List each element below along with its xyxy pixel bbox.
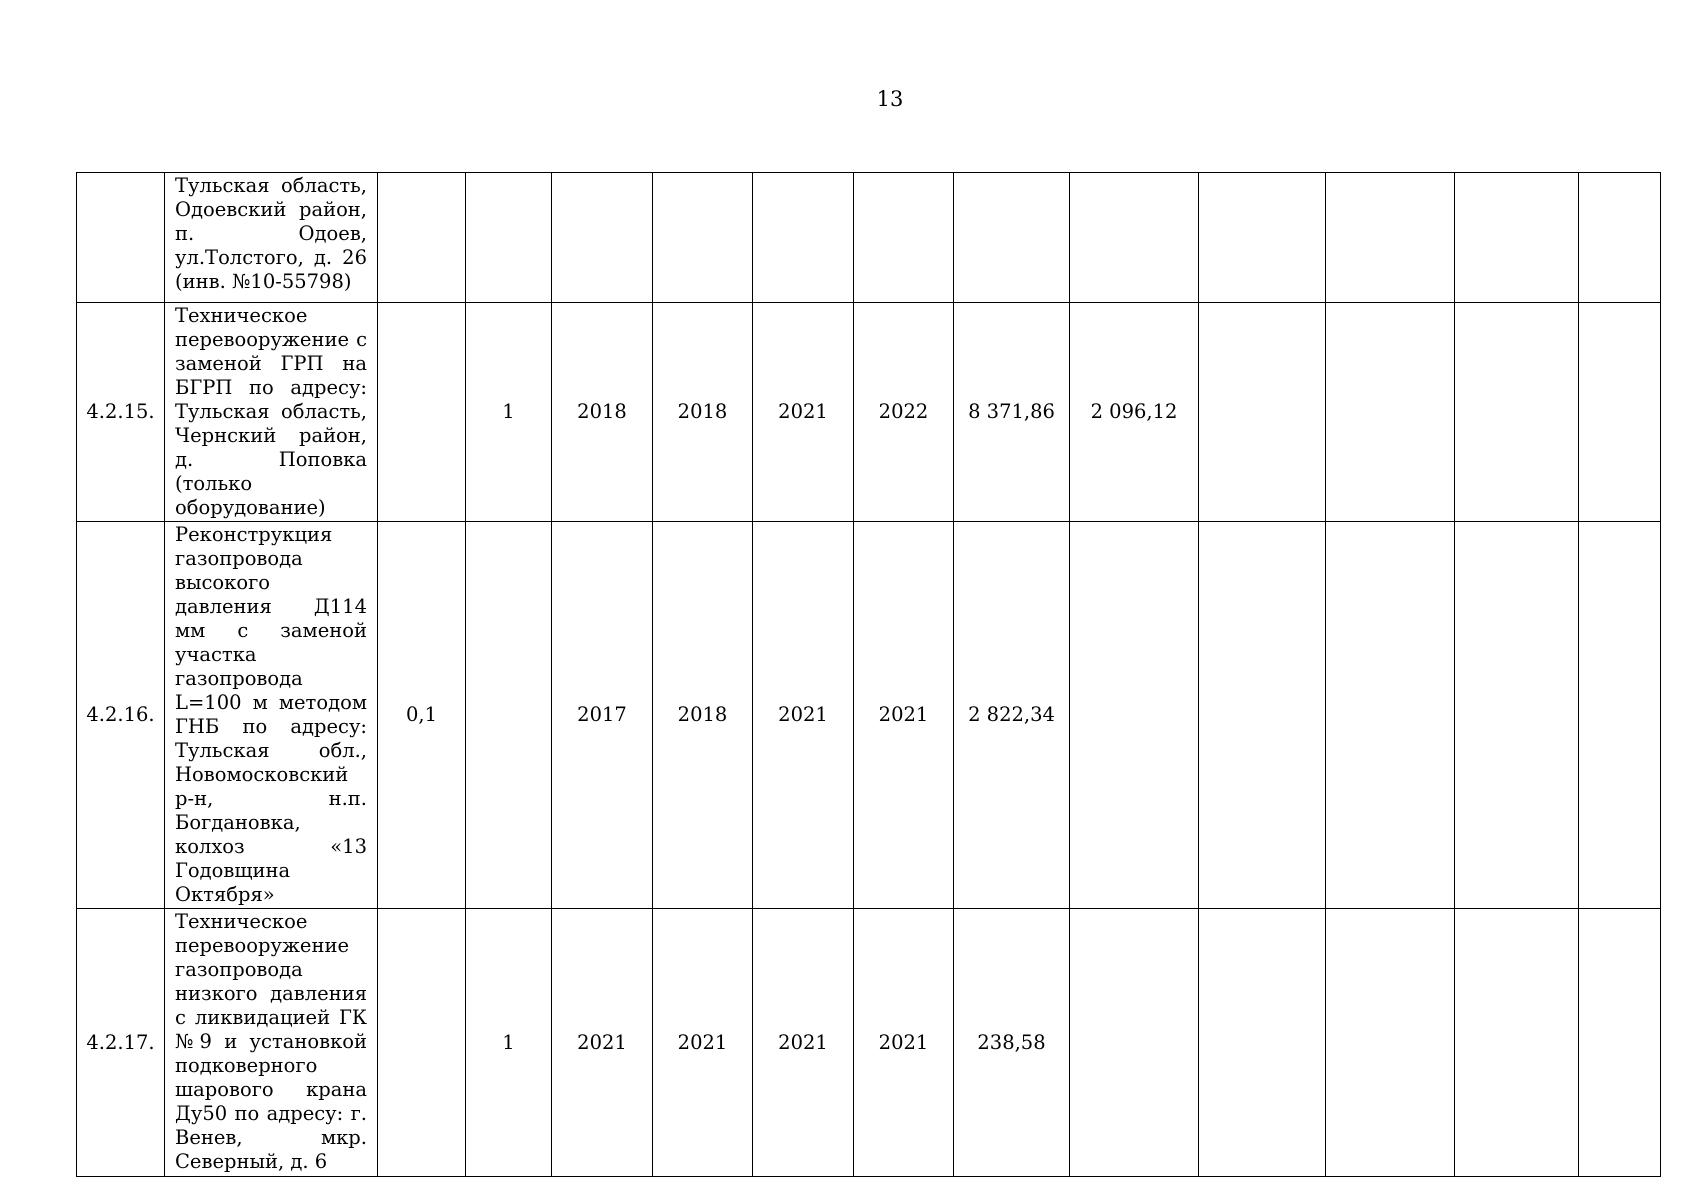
cell-amount	[1070, 173, 1199, 303]
cell-amount	[1070, 522, 1199, 909]
cell-year: 2021	[854, 909, 954, 1177]
table-row	[77, 522, 1661, 909]
cell-units	[466, 522, 552, 909]
item-description: Техническое перевооружение газопровода низкого давления с ликвидацией ГК №9 и установкой подковерного шарового крана Ду50 по адресу: г. Венев, мкр. Северный, д. 6	[165, 909, 378, 1177]
cell-year: 2021	[753, 303, 854, 522]
cell-empty	[1326, 522, 1455, 909]
cell-empty	[1326, 909, 1455, 1177]
item-number: 4.2.16.	[77, 522, 165, 909]
cell-empty	[1199, 909, 1326, 1177]
item-number: 4.2.15.	[77, 303, 165, 522]
cell-length	[378, 173, 466, 303]
page-number: 13	[876, 87, 904, 111]
cell-length: 0,1	[378, 522, 466, 909]
cell-empty	[1199, 303, 1326, 522]
cell-empty	[1455, 909, 1579, 1177]
cell-year: 2021	[854, 522, 954, 909]
cell-year	[753, 173, 854, 303]
cell-amount: 2 096,12	[1070, 303, 1199, 522]
cell-year: 2022	[854, 303, 954, 522]
cell-year: 2021	[753, 522, 854, 909]
cell-empty	[1579, 173, 1661, 303]
cell-length	[378, 909, 466, 1177]
item-description: Техническое перевооружение с заменой ГРП на БГРП по адресу: Тульская область, Чернский район, д. Поповка (только оборудование)	[165, 303, 378, 522]
cell-year: 2018	[653, 522, 753, 909]
cell-units	[466, 173, 552, 303]
cell-empty	[1455, 173, 1579, 303]
cell-year	[552, 173, 653, 303]
cell-empty	[1579, 522, 1661, 909]
cell-year: 2021	[653, 909, 753, 1177]
cell-amount	[954, 173, 1070, 303]
cell-year	[653, 173, 753, 303]
cell-empty	[1455, 303, 1579, 522]
cell-year	[854, 173, 954, 303]
investment-table	[76, 172, 1661, 1177]
cell-amount: 2 822,34	[954, 522, 1070, 909]
cell-empty	[1326, 173, 1455, 303]
table-row	[77, 173, 1661, 303]
cell-units: 1	[466, 303, 552, 522]
cell-empty	[1579, 303, 1661, 522]
cell-amount	[1070, 909, 1199, 1177]
item-number	[77, 173, 165, 303]
cell-empty	[1455, 522, 1579, 909]
cell-amount: 8 371,86	[954, 303, 1070, 522]
item-number: 4.2.17.	[77, 909, 165, 1177]
cell-empty	[1579, 909, 1661, 1177]
table-row	[77, 909, 1661, 1177]
cell-empty	[1199, 522, 1326, 909]
table-row	[77, 303, 1661, 522]
cell-year: 2018	[653, 303, 753, 522]
cell-year: 2021	[753, 909, 854, 1177]
cell-empty	[1326, 303, 1455, 522]
cell-year: 2021	[552, 909, 653, 1177]
cell-year: 2018	[552, 303, 653, 522]
cell-empty	[1199, 173, 1326, 303]
cell-amount: 238,58	[954, 909, 1070, 1177]
cell-length	[378, 303, 466, 522]
item-description: Реконструкция газопровода высокого давления Д114 мм с заменой участка газопровода L=100 м методом ГНБ по адресу: Тульская обл., Новомосковский р-н, н.п. Богдановка, колхоз «13 Годовщина Октября»	[165, 522, 378, 909]
cell-units: 1	[466, 909, 552, 1177]
item-description: Тульская область, Одоевский район, п. Одоев, ул.Толстого, д. 26 (инв. №10-55798)	[165, 173, 378, 303]
cell-year: 2017	[552, 522, 653, 909]
